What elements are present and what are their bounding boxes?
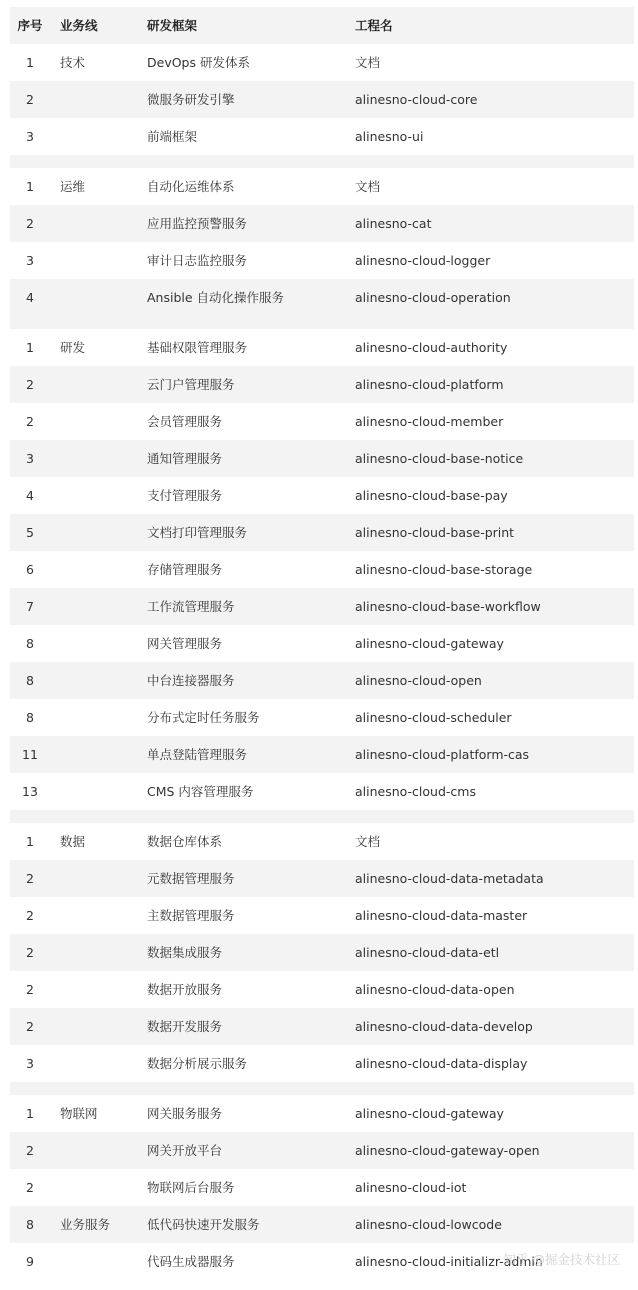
cell-business-line: 业务服务 <box>60 1217 111 1232</box>
cell-project: 文档 <box>355 179 381 194</box>
cell-index: 8 <box>26 673 34 688</box>
cell-index: 6 <box>26 562 34 577</box>
cell-framework: 网关开放平台 <box>147 1143 223 1158</box>
table-row <box>10 662 634 699</box>
cell-index: 1 <box>26 55 34 70</box>
cell-framework: 中台连接器服务 <box>147 673 235 688</box>
table-row <box>10 773 634 810</box>
table-row <box>10 168 634 205</box>
cell-index: 2 <box>26 1143 34 1158</box>
cell-business-line <box>60 514 140 551</box>
cell-business-line <box>60 1243 140 1280</box>
table-row <box>10 625 634 662</box>
cell-project: alinesno-cloud-open <box>355 673 482 688</box>
table-row <box>10 1008 634 1045</box>
cell-index: 2 <box>26 982 34 997</box>
cell-project: alinesno-cat <box>355 216 432 231</box>
cell-business-line <box>60 477 140 514</box>
cell-project: alinesno-cloud-data-master <box>355 908 528 923</box>
cell-index: 11 <box>22 747 38 762</box>
cell-business-line <box>60 81 140 118</box>
cell-index: 5 <box>26 525 34 540</box>
cell-index: 2 <box>26 216 34 231</box>
table-row <box>10 279 634 316</box>
cell-framework: 主数据管理服务 <box>147 908 235 923</box>
cell-business-line <box>60 440 140 477</box>
table-row <box>10 1206 634 1243</box>
cell-project: alinesno-cloud-lowcode <box>355 1217 502 1232</box>
cell-business-line: 物联网 <box>60 1106 98 1121</box>
cell-index: 3 <box>26 253 34 268</box>
table-row <box>10 44 634 81</box>
header-index: 序号 <box>17 18 43 33</box>
table-row <box>10 934 634 971</box>
watermark: 知乎 @掘金技术社区 <box>503 1252 620 1267</box>
cell-project: alinesno-cloud-data-develop <box>355 1019 533 1034</box>
cell-index: 2 <box>26 1019 34 1034</box>
cell-business-line <box>60 366 140 403</box>
cell-project: alinesno-cloud-gateway <box>355 636 504 651</box>
table-row <box>10 440 634 477</box>
section-gap <box>10 1082 634 1095</box>
cell-index: 1 <box>26 340 34 355</box>
table-row <box>10 242 634 279</box>
cell-business-line <box>60 860 140 897</box>
cell-index: 3 <box>26 1056 34 1071</box>
cell-framework: 支付管理服务 <box>147 488 223 503</box>
section-gap <box>10 155 634 168</box>
cell-framework: 网关服务服务 <box>147 1106 223 1121</box>
cell-framework: 文档打印管理服务 <box>147 525 248 540</box>
cell-framework: 审计日志监控服务 <box>147 253 248 268</box>
cell-business-line <box>60 279 140 316</box>
cell-business-line <box>60 736 140 773</box>
cell-business-line <box>60 242 140 279</box>
cell-project: alinesno-cloud-base-print <box>355 525 515 540</box>
table-row <box>10 736 634 773</box>
cell-business-line <box>60 934 140 971</box>
cell-project: 文档 <box>355 834 381 849</box>
table-row <box>10 81 634 118</box>
cell-index: 1 <box>26 1106 34 1121</box>
cell-framework: DevOps 研发体系 <box>147 55 250 70</box>
table-row <box>10 1169 634 1206</box>
cell-index: 9 <box>26 1254 34 1269</box>
cell-index: 13 <box>22 784 38 799</box>
cell-project: alinesno-cloud-operation <box>355 290 511 305</box>
table-row <box>10 897 634 934</box>
cell-index: 8 <box>26 710 34 725</box>
table-row <box>10 329 634 366</box>
cell-project: alinesno-cloud-base-notice <box>355 451 524 466</box>
header-project: 工程名 <box>355 18 393 33</box>
cell-framework: 元数据管理服务 <box>147 871 235 886</box>
cell-framework: 自动化运维体系 <box>147 179 235 194</box>
cell-index: 1 <box>26 834 34 849</box>
header-framework: 研发框架 <box>147 18 198 33</box>
cell-project: alinesno-cloud-gateway-open <box>355 1143 540 1158</box>
cell-index: 2 <box>26 871 34 886</box>
cell-framework: 云门户管理服务 <box>147 377 235 392</box>
cell-business-line: 运维 <box>60 179 86 194</box>
cell-business-line: 数据 <box>60 834 86 849</box>
table-row <box>10 1045 634 1082</box>
cell-project: alinesno-cloud-data-etl <box>355 945 500 960</box>
cell-index: 2 <box>26 945 34 960</box>
table-body <box>10 44 634 1280</box>
table-row <box>10 514 634 551</box>
cell-project: alinesno-cloud-data-display <box>355 1056 528 1071</box>
cell-index: 4 <box>26 488 34 503</box>
cell-project: alinesno-cloud-base-storage <box>355 562 533 577</box>
cell-framework: 分布式定时任务服务 <box>147 710 260 725</box>
cell-index: 8 <box>26 636 34 651</box>
cell-business-line <box>60 118 140 155</box>
cell-business-line <box>60 205 140 242</box>
cell-business-line <box>60 773 140 810</box>
table-row <box>10 588 634 625</box>
cell-index: 1 <box>26 179 34 194</box>
cell-framework: 数据仓库体系 <box>147 834 223 849</box>
service-table <box>10 7 634 1280</box>
cell-business-line <box>60 1008 140 1045</box>
cell-framework: 数据分析展示服务 <box>147 1056 248 1071</box>
table-row <box>10 823 634 860</box>
table-row <box>10 118 634 155</box>
cell-business-line <box>60 588 140 625</box>
cell-framework: CMS 内容管理服务 <box>147 784 254 799</box>
cell-business-line <box>60 1045 140 1082</box>
cell-framework: 数据开放服务 <box>147 982 223 997</box>
cell-project: alinesno-cloud-initializr-admin <box>355 1254 543 1269</box>
cell-framework: 前端框架 <box>147 129 198 144</box>
cell-project: alinesno-cloud-platform <box>355 377 504 392</box>
cell-project: alinesno-cloud-platform-cas <box>355 747 530 762</box>
table-header <box>10 7 634 44</box>
cell-framework: 存储管理服务 <box>147 562 223 577</box>
cell-project: alinesno-cloud-scheduler <box>355 710 512 725</box>
cell-project: alinesno-cloud-base-workflow <box>355 599 541 614</box>
cell-framework: 低代码快速开发服务 <box>147 1217 260 1232</box>
cell-business-line: 技术 <box>60 55 86 70</box>
cell-business-line <box>60 971 140 1008</box>
cell-framework: 单点登陆管理服务 <box>147 747 248 762</box>
cell-project: alinesno-cloud-data-open <box>355 982 515 997</box>
cell-index: 2 <box>26 1180 34 1195</box>
cell-index: 2 <box>26 414 34 429</box>
table-row <box>10 477 634 514</box>
cell-project: alinesno-cloud-member <box>355 414 504 429</box>
cell-framework: 基础权限管理服务 <box>147 340 248 355</box>
table-row <box>10 205 634 242</box>
table-row <box>10 1132 634 1169</box>
cell-business-line <box>60 1132 140 1169</box>
cell-framework: 数据开发服务 <box>147 1019 223 1034</box>
header-business-line: 业务线 <box>60 18 98 33</box>
cell-project: alinesno-cloud-cms <box>355 784 476 799</box>
cell-index: 2 <box>26 908 34 923</box>
cell-framework: 会员管理服务 <box>147 414 223 429</box>
cell-project: alinesno-ui <box>355 129 424 144</box>
cell-project: alinesno-cloud-core <box>355 92 478 107</box>
table-row <box>10 1095 634 1132</box>
table-row <box>10 403 634 440</box>
cell-framework: Ansible 自动化操作服务 <box>147 290 285 305</box>
table-row <box>10 860 634 897</box>
cell-framework: 数据集成服务 <box>147 945 223 960</box>
table-row <box>10 699 634 736</box>
section-gap <box>10 316 634 329</box>
cell-framework: 网关管理服务 <box>147 636 223 651</box>
section-gap <box>10 810 634 823</box>
cell-framework: 代码生成器服务 <box>147 1254 235 1269</box>
cell-project: alinesno-cloud-data-metadata <box>355 871 544 886</box>
cell-framework: 应用监控预警服务 <box>147 216 248 231</box>
cell-framework: 物联网后台服务 <box>147 1180 235 1195</box>
cell-framework: 工作流管理服务 <box>147 599 235 614</box>
cell-project: alinesno-cloud-gateway <box>355 1106 504 1121</box>
cell-business-line <box>60 1169 140 1206</box>
cell-project: alinesno-cloud-logger <box>355 253 491 268</box>
cell-business-line <box>60 699 140 736</box>
cell-index: 3 <box>26 451 34 466</box>
cell-business-line <box>60 897 140 934</box>
cell-business-line <box>60 403 140 440</box>
table-row <box>10 971 634 1008</box>
cell-project: 文档 <box>355 55 381 70</box>
cell-project: alinesno-cloud-base-pay <box>355 488 508 503</box>
cell-framework: 通知管理服务 <box>147 451 223 466</box>
cell-index: 3 <box>26 129 34 144</box>
cell-index: 7 <box>26 599 34 614</box>
cell-project: alinesno-cloud-authority <box>355 340 508 355</box>
cell-business-line <box>60 551 140 588</box>
cell-index: 4 <box>26 290 34 305</box>
cell-business-line: 研发 <box>60 340 86 355</box>
cell-index: 8 <box>26 1217 34 1232</box>
cell-index: 2 <box>26 92 34 107</box>
cell-business-line <box>60 625 140 662</box>
cell-project: alinesno-cloud-iot <box>355 1180 467 1195</box>
cell-index: 2 <box>26 377 34 392</box>
cell-business-line <box>60 662 140 699</box>
cell-framework: 微服务研发引擎 <box>147 92 235 107</box>
table-row <box>10 551 634 588</box>
table-row <box>10 366 634 403</box>
